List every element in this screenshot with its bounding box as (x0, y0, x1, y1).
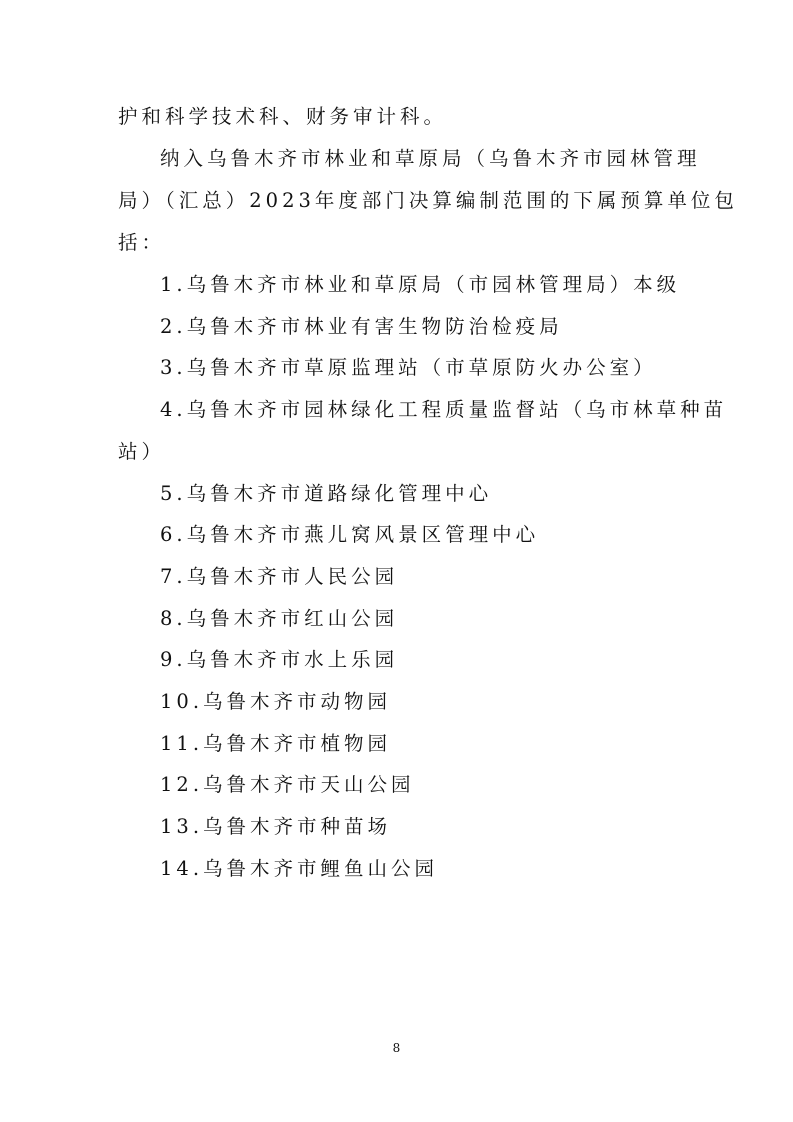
intro-line: 括： (118, 231, 166, 254)
list-item: 9.乌鲁木齐市水上乐园 (160, 648, 399, 671)
list-item: 11.乌鲁木齐市植物园 (160, 732, 392, 755)
list-item: 4.乌鲁木齐市园林绿化工程质量监督站（乌市林草种苗 (160, 398, 728, 421)
list-item: 1.乌鲁木齐市林业和草原局（市园林管理局）本级 (160, 273, 681, 296)
list-item: 12.乌鲁木齐市天山公园 (160, 773, 415, 796)
list-item: 5.乌鲁木齐市道路绿化管理中心 (160, 482, 493, 505)
paragraph-tail: 护和科学技术科、财务审计科。 (118, 105, 448, 128)
intro-line: 局）（汇总）2023年度部门决算编制范围的下属预算单位包 (118, 189, 738, 212)
list-item: 14.乌鲁木齐市鲤鱼山公园 (160, 857, 439, 880)
list-item: 6.乌鲁木齐市燕儿窝风景区管理中心 (160, 523, 540, 546)
list-item: 3.乌鲁木齐市草原监理站（市草原防火办公室） (160, 356, 657, 379)
list-item: 13.乌鲁木齐市种苗场 (160, 815, 392, 838)
list-item: 2.乌鲁木齐市林业有害生物防治检疫局 (160, 315, 563, 338)
list-item: 10.乌鲁木齐市动物园 (160, 690, 392, 713)
list-item-continuation: 站） (118, 440, 166, 463)
list-item: 8.乌鲁木齐市红山公园 (160, 607, 399, 630)
page-number: 8 (392, 1041, 401, 1055)
intro-line: 纳入乌鲁木齐市林业和草原局（乌鲁木齐市园林管理 (160, 147, 701, 170)
list-item: 7.乌鲁木齐市人民公园 (160, 565, 399, 588)
